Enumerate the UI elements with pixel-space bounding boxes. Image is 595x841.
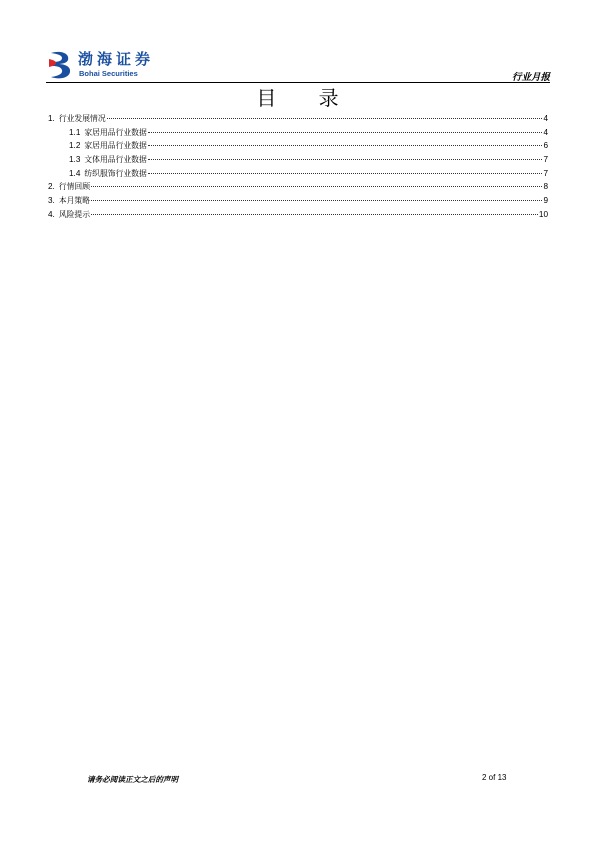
company-logo (48, 50, 178, 80)
bohai-logo-icon (48, 50, 74, 80)
toc-entry-title: 本月策略 (58, 196, 91, 206)
toc-entry-page: 9 (543, 196, 548, 206)
toc-entry-page: 6 (543, 141, 548, 151)
footer-disclaimer: 请务必阅读正文之后的声明 (87, 775, 179, 784)
page-number: 2 of 13 (482, 773, 507, 782)
toc-title: 目 录 (256, 86, 357, 110)
toc-entry[interactable] (48, 126, 548, 140)
toc-dot-leader (148, 132, 543, 133)
toc-entry[interactable] (48, 153, 548, 167)
toc-entry-title: 风险提示 (58, 209, 91, 219)
toc-dot-leader (91, 200, 542, 201)
table-of-contents (48, 112, 548, 222)
toc-entry-number: 1.2 (69, 141, 81, 151)
toc-dot-leader (148, 173, 543, 174)
toc-entry-page: 4 (543, 114, 548, 123)
toc-entry[interactable] (48, 139, 548, 153)
toc-entry-number: 4. (48, 209, 55, 219)
toc-entry-number: 2. (48, 182, 55, 192)
toc-entry-number: 1.3 (69, 155, 81, 165)
toc-entry-page: 8 (543, 182, 548, 192)
toc-entry-page: 7 (543, 155, 548, 165)
toc-entry[interactable] (48, 194, 548, 208)
logo-name-cn: 渤海证券 (78, 50, 155, 68)
toc-entry-title: 行业发展情况 (58, 114, 106, 123)
toc-entry[interactable] (48, 208, 548, 222)
page-header (46, 46, 550, 82)
toc-entry-number: 1.1 (69, 127, 81, 137)
toc-entry[interactable] (48, 112, 548, 126)
toc-dot-leader (107, 118, 543, 119)
toc-entry-title: 家居用品行业数据 (84, 141, 147, 151)
logo-name-en: Bohai Securities (79, 69, 138, 78)
toc-entry-number: 1. (48, 114, 55, 123)
toc-entry-number: 1.4 (69, 168, 81, 178)
toc-entry-title: 家居用品行业数据 (84, 127, 147, 137)
toc-dot-leader (91, 186, 542, 187)
toc-dot-leader (148, 159, 543, 160)
toc-entry-number: 3. (48, 196, 55, 206)
toc-entry-page: 10 (538, 209, 548, 219)
header-divider (46, 82, 550, 83)
toc-dot-leader (91, 214, 538, 215)
toc-entry-page: 7 (543, 168, 548, 178)
toc-entry-title: 纺织服饰行业数据 (84, 168, 147, 178)
toc-entry[interactable] (48, 167, 548, 181)
toc-dot-leader (148, 145, 543, 146)
toc-entry-title: 文体用品行业数据 (84, 155, 147, 165)
report-type-label: 行业月报 (511, 72, 550, 83)
toc-entry-page: 4 (543, 127, 548, 137)
toc-entry-title: 行情回顾 (58, 182, 91, 192)
toc-entry[interactable] (48, 180, 548, 194)
